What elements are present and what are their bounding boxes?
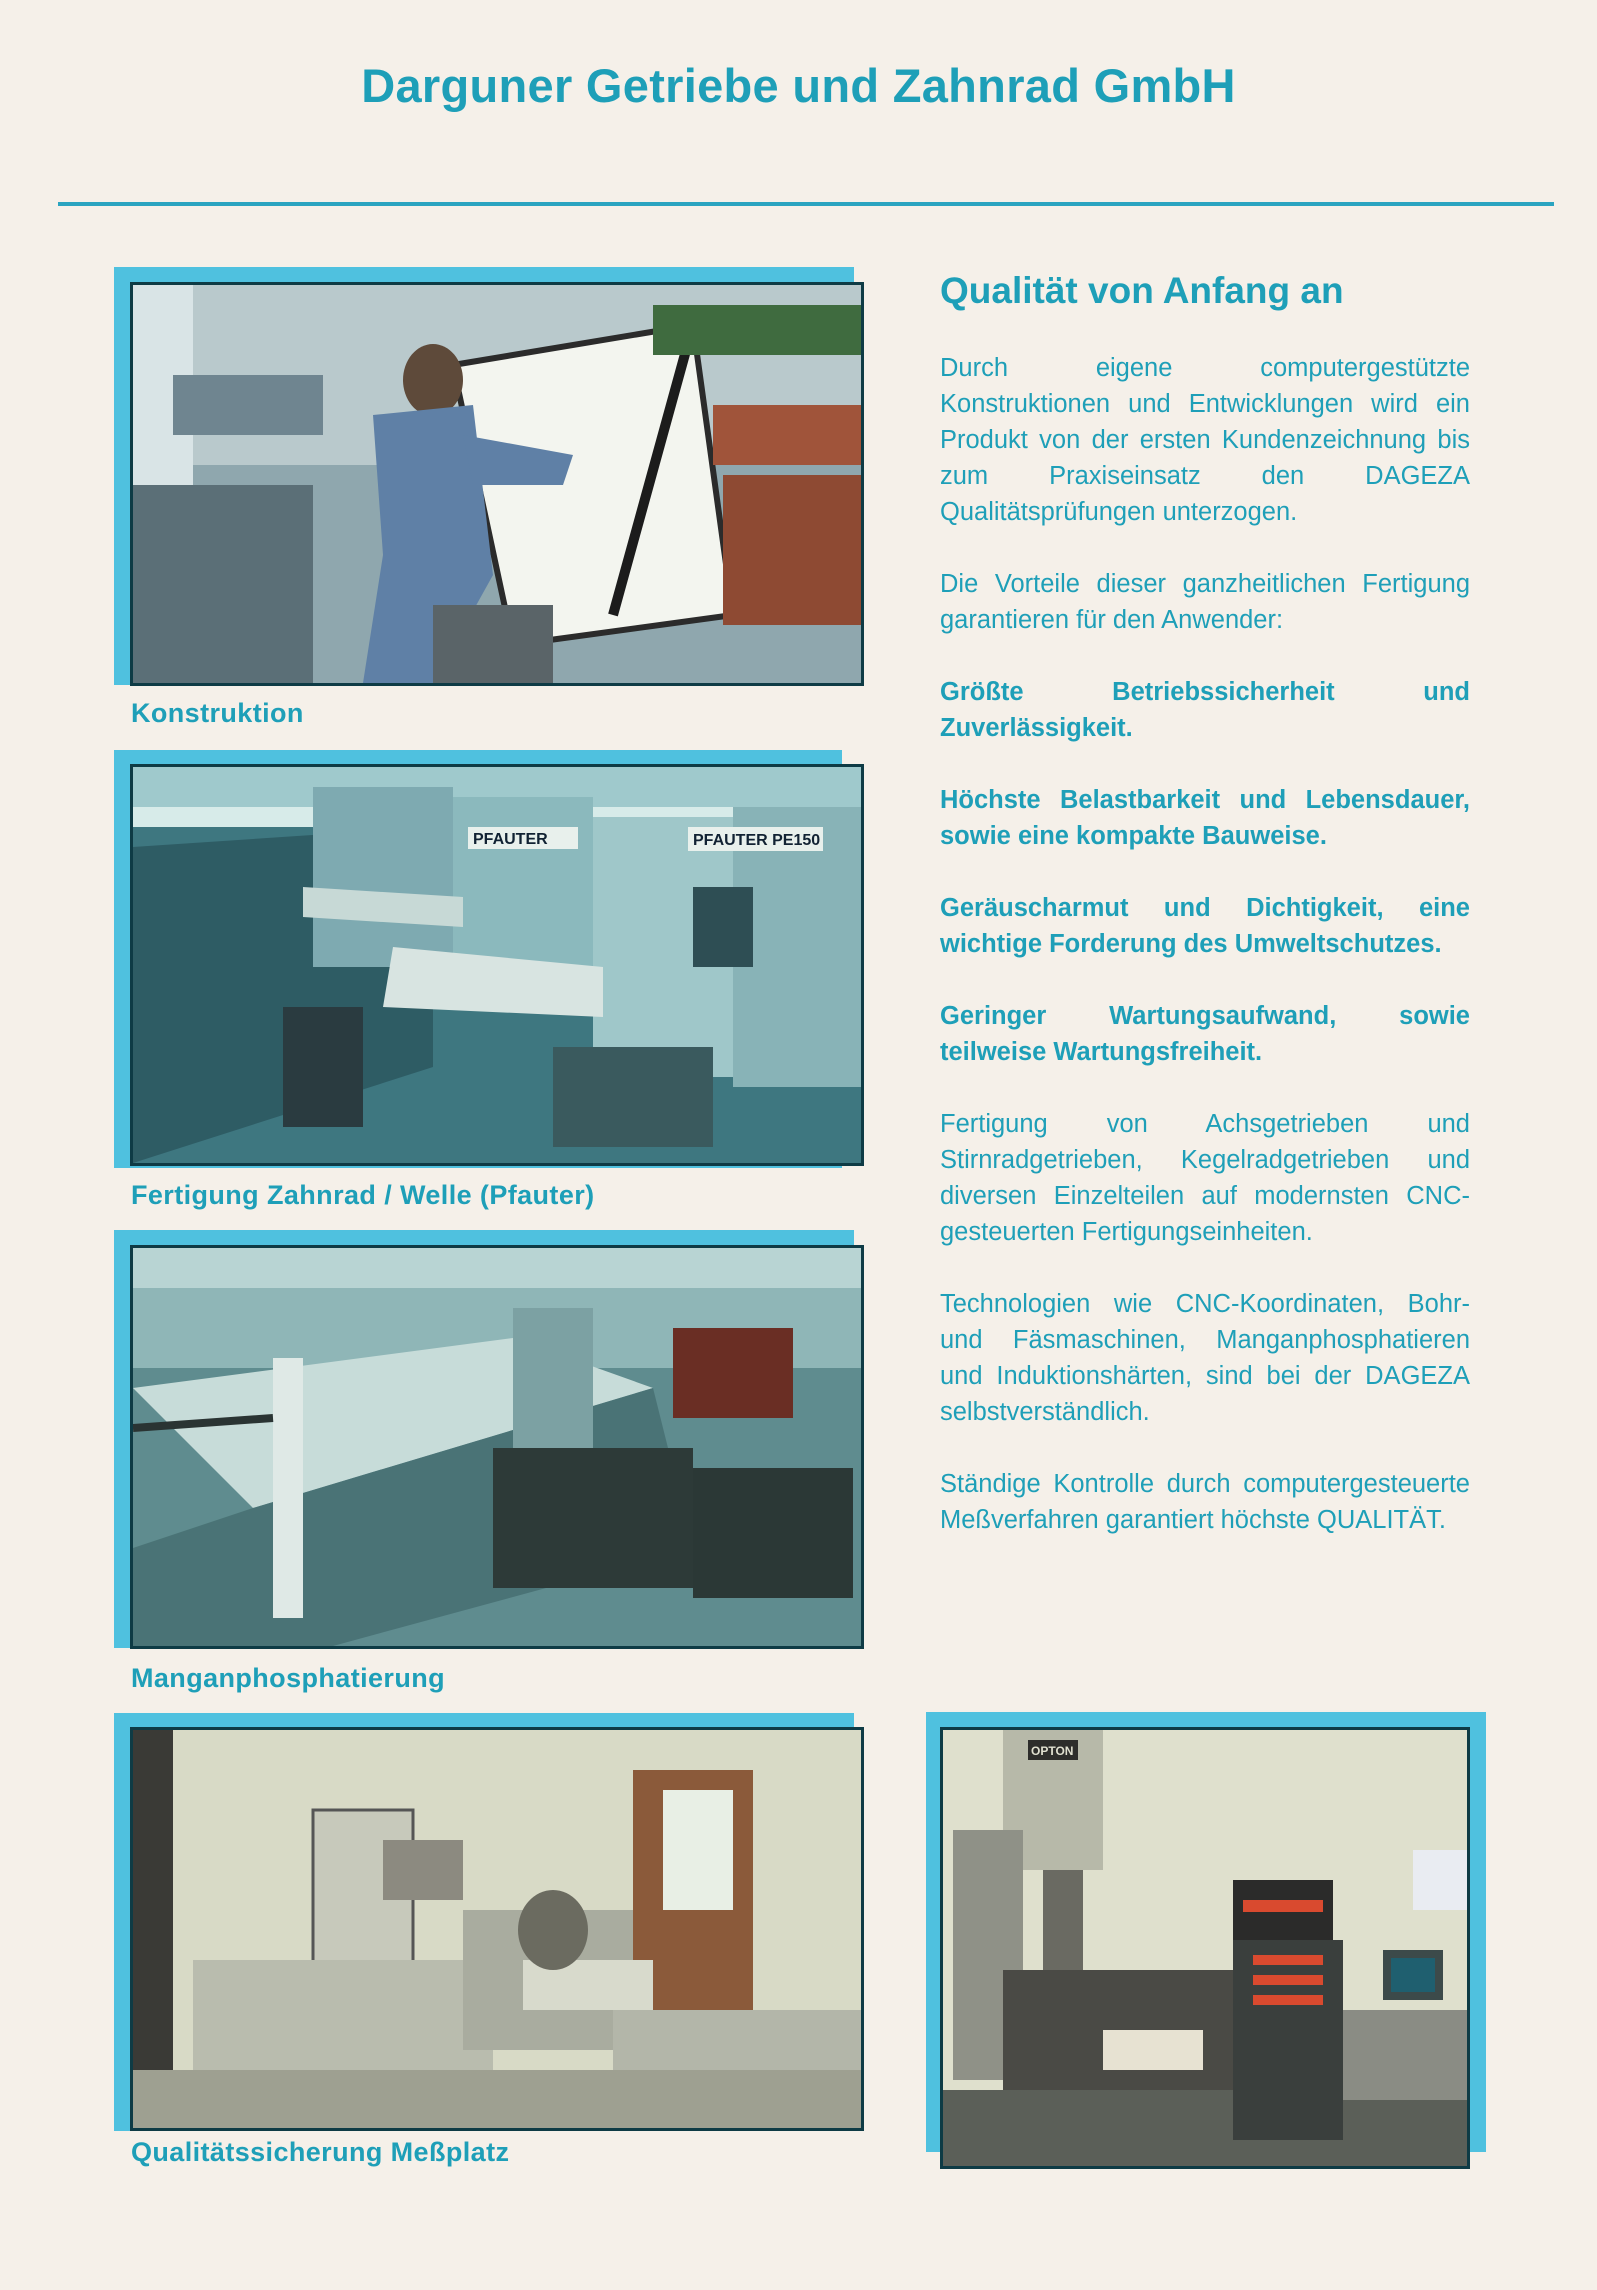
caption-qs: Qualitätssicherung Meßplatz <box>131 2137 510 2167</box>
page-title: Darguner Getriebe und Zahnrad GmbH <box>361 59 1236 112</box>
paragraph: Größte Betriebssicherheit und Zuverlässigkeit. <box>940 678 1470 742</box>
paragraph: Höchste Belastbarkeit und Lebensdauer, sowie eine kompakte Bauweise. <box>940 786 1470 850</box>
pfauter-sign-2: PFAUTER PE150 <box>693 832 821 849</box>
paragraph: Geräuscharmut und Dichtigkeit, eine wichtige Forderung des Umweltschutzes. <box>940 894 1470 958</box>
caption-fertigung: Fertigung Zahnrad / Welle (Pfauter) <box>131 1180 595 1210</box>
photo-konstruktion <box>130 282 864 686</box>
opton-sign-top: OPTON <box>1031 1744 1074 1758</box>
paragraph: Durch eigene computergestützte Konstruktionen und Entwicklungen wird ein Produkt von der ersten Kundenzeichnung bis zum Praxiseinsatz den DAGEZA Qualitätsprüfungen unterzogen. <box>940 354 1470 526</box>
photo-fertigung <box>130 764 864 1166</box>
paragraph: Ständige Kontrolle durch computergesteuerte Meßverfahren garantiert höchste QUALITÄT. <box>940 1470 1470 1534</box>
pfauter-sign-1: PFAUTER <box>473 831 548 848</box>
photo-qualitaetssicherung <box>130 1727 864 2131</box>
text-paragraphs <box>940 350 1470 1538</box>
paragraph: Geringer Wartungsaufwand, sowie teilweise Wartungsfreiheit. <box>940 1002 1470 1066</box>
paragraph: Technologien wie CNC-Koordinaten, Bohr- und Fäsmaschinen, Manganphosphatieren und Induktionshärten, sind bei der DAGEZA selbstverständlich. <box>940 1290 1470 1426</box>
title-divider <box>58 202 1554 206</box>
paragraph: Fertigung von Achsgetrieben und Stirnradgetrieben, Kegelradgetrieben und diversen Einzelteilen auf modernsten CNC-gesteuerten Fertigungseinheiten. <box>940 1110 1470 1246</box>
photo-manganphosphatierung <box>130 1245 864 1649</box>
caption-mangan: Manganphosphatierung <box>131 1663 445 1693</box>
section-title: Qualität von Anfang an <box>940 270 1344 311</box>
paragraph: Die Vorteile dieser ganzheitlichen Fertigung garantieren für den Anwender: <box>940 570 1470 634</box>
caption-konstruktion: Konstruktion <box>131 698 304 728</box>
photo-messmaschine <box>940 1727 1470 2169</box>
right-text-column <box>940 270 1470 1574</box>
